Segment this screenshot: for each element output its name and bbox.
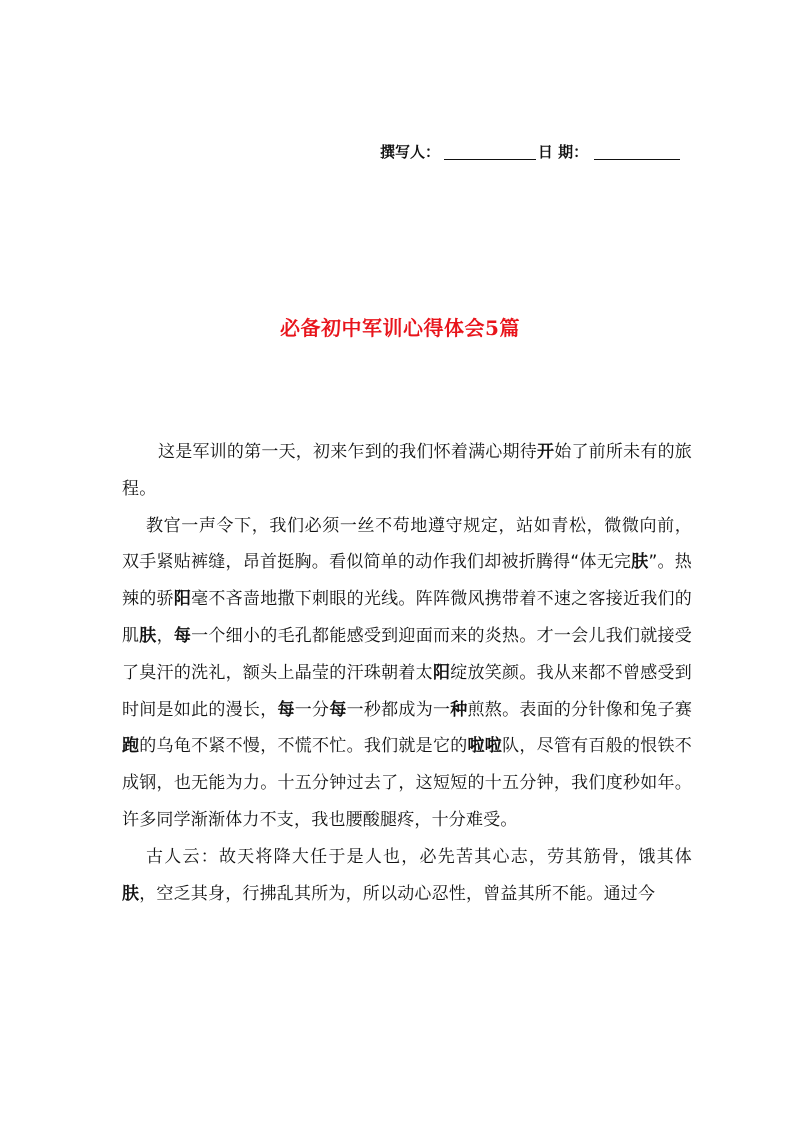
- date-label: 日 期：: [537, 143, 589, 161]
- bold-text-run: 阳: [432, 662, 451, 683]
- text-run: 古人云：故天将降大任于是人也，必先苦其心志，劳其筋骨，饿其体: [146, 846, 692, 867]
- date-blank-field[interactable]: [594, 143, 680, 160]
- text-run: 一分: [294, 699, 330, 720]
- text-run: 始了前所未有的旅程。: [122, 442, 693, 499]
- bold-text-run: 种: [450, 699, 468, 720]
- text-run: 教官一声令下，我们必须一丝不苟地遵守规定，站如青松，微微向前，双手紧贴裤缝，昂首挺胸。看似简单的动作我们却被折腾得“体无完: [122, 515, 692, 573]
- text-run: 煎熬。表面的分针像和兔子赛: [467, 699, 693, 720]
- paragraph-3: [122, 839, 692, 913]
- text-run: 一秒都成为一: [346, 699, 451, 720]
- text-run: 一个细小的毛孔都能感受到迎面而来的炎热。才一会儿我们就接受了臭汗的洗礼，额头上晶莹的汗珠朝着太: [122, 625, 693, 683]
- author-date-line: [380, 140, 680, 164]
- bold-text-run: 跑: [122, 736, 140, 757]
- bold-text-run: 肤: [139, 625, 157, 646]
- paragraph-2: [122, 508, 692, 839]
- text-run: 队，尽管有百般的恨铁不成钢，也无能为力。十五分钟过去了，这短短的十五分钟，我们度秒如年。许多同学渐渐体力不支，我也腰酸腿疼，十分难受。: [122, 736, 693, 830]
- bold-text-run: 开: [536, 442, 555, 462]
- bold-text-run: 每: [277, 699, 295, 720]
- text-run: ”。热辣的骄: [122, 552, 692, 610]
- bold-text-run: 肤: [122, 883, 140, 904]
- bold-text-run: 每: [173, 625, 192, 646]
- bold-text-run: 阳: [173, 589, 192, 610]
- bold-text-run: 每: [329, 699, 347, 720]
- document-body: [122, 434, 692, 912]
- text-run: 这是军训的第一天，初来乍到的我们怀着满心期待: [158, 442, 537, 462]
- bold-text-run: 肤: [631, 552, 649, 573]
- author-label: 撰写人：: [380, 143, 441, 161]
- text-run: 的乌龟不紧不慢，不慌不忙。我们就是它的: [139, 736, 468, 757]
- document-title: 必备初中军训心得体会5篇: [280, 316, 520, 340]
- text-run: ，空乏其身，行拂乱其所为，所以动心忍性，曾益其所不能。通过今: [139, 883, 656, 904]
- text-run: ，: [156, 625, 174, 646]
- bold-text-run: 啦啦: [467, 736, 503, 757]
- text-run: 毫不吝啬地撒下刺眼的光线。阵阵微风携带着不速之客接近我们的肌: [122, 589, 692, 646]
- author-blank-field[interactable]: [444, 143, 536, 160]
- paragraph-1: [122, 434, 692, 508]
- text-run: 绽放笑颜。我从来都不曾感受到时间是如此的漫长，: [122, 662, 692, 720]
